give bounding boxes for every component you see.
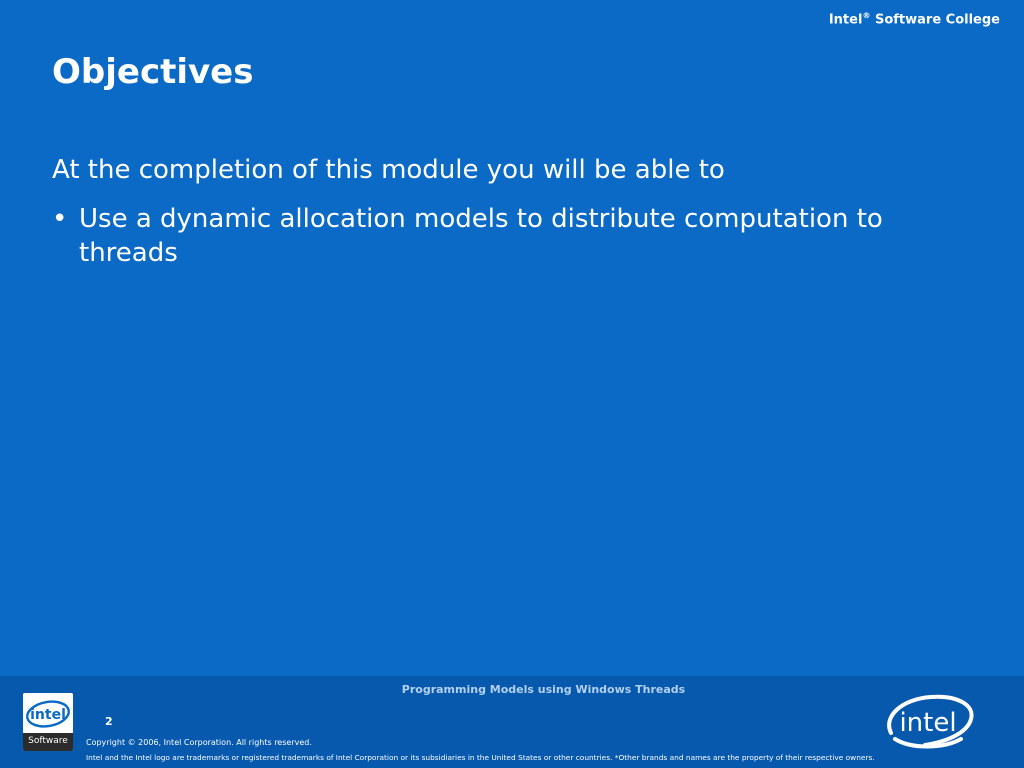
trademark-text: Intel and the Intel logo are trademarks or registered trademarks of Intel Corporation or its subsidiaries in the United States or other countries. *Other brands and names are the property of their respective owners.	[86, 753, 875, 762]
brand-name: Intel	[828, 12, 863, 28]
bullet-icon: •	[52, 204, 68, 234]
lead-text: At the completion of this module you will be able to	[52, 155, 725, 185]
registered-mark: ®	[862, 11, 871, 20]
course-title: Programming Models using Windows Threads	[401, 683, 686, 696]
brand-suffix: Software College	[870, 12, 1000, 28]
bullet-item	[52, 202, 982, 270]
page-number: 2	[105, 715, 113, 728]
intel-software-logo-mark	[23, 693, 73, 733]
intel-software-logo-icon	[23, 693, 73, 751]
software-logo-caption: Software	[28, 736, 68, 746]
brand-header	[829, 11, 1000, 27]
slide-title: Objectives	[52, 52, 254, 92]
bullet-list	[52, 202, 982, 270]
footer-bar	[0, 676, 1024, 768]
intel-logo-wordmark: intel	[899, 708, 957, 738]
intel-logo-icon	[881, 689, 977, 755]
bullet-text: Use a dynamic allocation models to distribute computation to threads	[79, 204, 883, 268]
software-logo-wordmark: intel	[30, 707, 66, 723]
copyright-text: Copyright © 2006, Intel Corporation. All rights reserved.	[86, 738, 312, 747]
